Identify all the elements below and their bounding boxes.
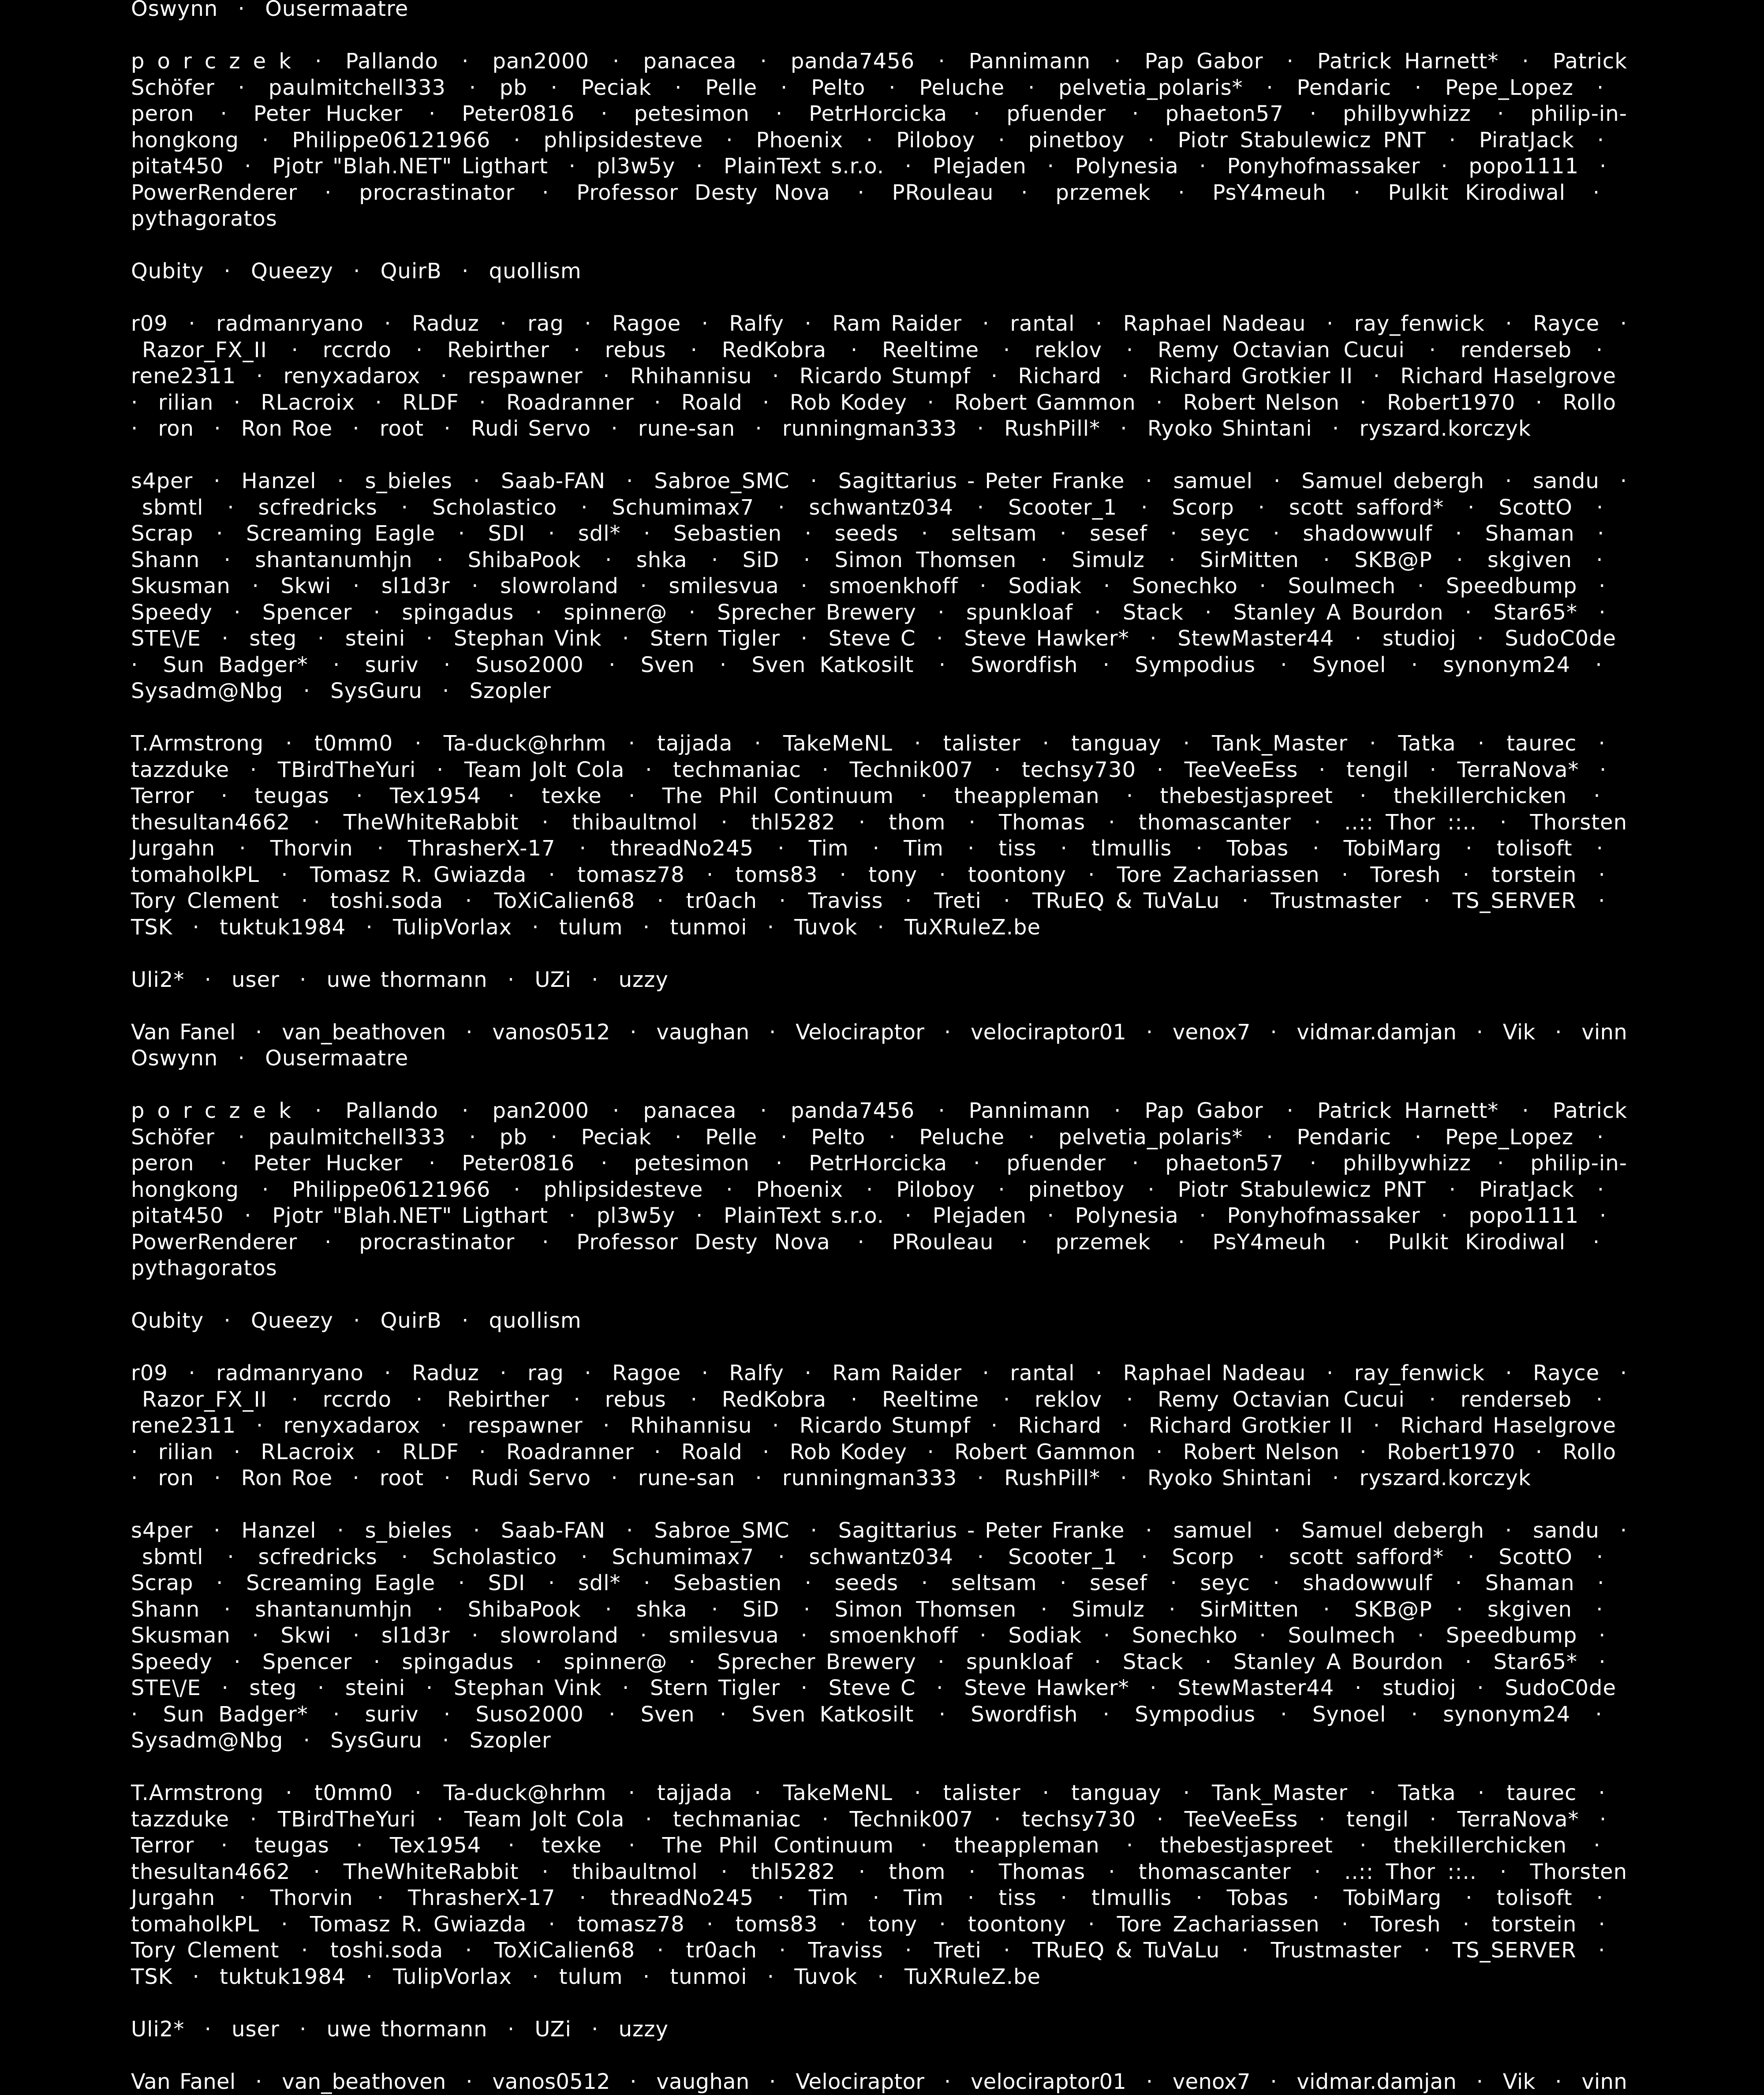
credits-group-r: r09 · radmanryano · Raduz · rag · Ragoe · Ralfy · Ram Raider · rantal · Raphael Nadeau · ray_fenwick · Rayce · Razor_FX_II · rccrdo · Rebirther · rebus · RedKobra · Reeltime · reklov · Remy Octavian Cucui · renderseb · rene2311 · renyxadarox · respawner · Rhihannisu · Ricardo Stumpf · Richard · Richard Grotkier II · Richard Haselgrove · rilian · RLacroix · RLDF · Roadranner · Roald · Rob Kodey · Robert Gammon · Robert Nelson · Robert1970 · Rollo · ron · Ron Roe · root · Rudi Servo · rune-san · runningman333 · RushPill* · Ryoko Shintani · ryszard.korczyk xyxy=(131,1360,1627,1492)
credits-group-q: Qubity · Queezy · QuirB · quollism xyxy=(131,258,1627,285)
credits-group-r: r09 · radmanryano · Raduz · rag · Ragoe · Ralfy · Ram Raider · rantal · Raphael Nadeau · ray_fenwick · Rayce · Razor_FX_II · rccrdo · Rebirther · rebus · RedKobra · Reeltime · reklov · Remy Octavian Cucui · renderseb · rene2311 · renyxadarox · respawner · Rhihannisu · Ricardo Stumpf · Richard · Richard Grotkier II · Richard Haselgrove · rilian · RLacroix · RLDF · Roadranner · Roald · Rob Kodey · Robert Gammon · Robert Nelson · Robert1970 · Rollo · ron · Ron Roe · root · Rudi Servo · rune-san · runningman333 · RushPill* · Ryoko Shintani · ryszard.korczyk xyxy=(131,311,1627,442)
credits-group-o-tail: Oswynn · Ousermaatre xyxy=(131,1046,1627,1072)
credits-tile-1 xyxy=(131,0,1627,1046)
credits-group-v: Van Fanel · van_beathoven · vanos0512 · vaughan · Velociraptor · velociraptor01 · venox7 · vidmar.damjan · Vik · vinn xyxy=(131,1019,1627,1046)
credits-group-s: s4per · Hanzel · s_bieles · Saab-FAN · Sabroe_SMC · Sagittarius - Peter Franke · samuel · Samuel debergh · sandu · sbmtl · scfredricks · Scholastico · Schumimax7 · schwantz034 · Scooter_1 · Scorp · scott safford* · ScottO · Scrap · Screaming Eagle · SDI · sdl* · Sebastien · seeds · seltsam · sesef · seyc · shadowwulf · Shaman · Shann · shantanumhjn · ShibaPook · shka · SiD · Simon Thomsen · Simulz · SirMitten · SKB@P · skgiven · Skusman · Skwi · sl1d3r · slowroland · smilesvua · smoenkhoff · Sodiak · Sonechko · Soulmech · Speedbump · Speedy · Spencer · spingadus · spinner@ · Sprecher Brewery · spunkloaf · Stack · Stanley A Bourdon · Star65* · STE\/E · steg · steini · Stephan Vink · Stern Tigler · Steve C · Steve Hawker* · StewMaster44 · studioj · SudoC0de · Sun Badger* · suriv · Suso2000 · Sven · Sven Katkosilt · Swordfish · Sympodius · Synoel · synonym24 · Sysadm@Nbg · SysGuru · Szopler xyxy=(131,1518,1627,1754)
credits-group-q: Qubity · Queezy · QuirB · quollism xyxy=(131,1308,1627,1334)
credits-group-t: T.Armstrong · t0mm0 · Ta-duck@hrhm · tajjada · TakeMeNL · talister · tanguay · Tank_Master · Tatka · taurec · tazzduke · TBirdTheYuri · Team Jolt Cola · techmaniac · Technik007 · techsy730 · TeeVeeEss · tengil · TerraNova* · Terror · teugas · Tex1954 · texke · The Phil Continuum · theappleman · thebestjaspreet · thekillerchicken · thesultan4662 · TheWhiteRabbit · thibaultmol · thl5282 · thom · Thomas · thomascanter · ..:: Thor ::.. · Thorsten Jurgahn · Thorvin · ThrasherX-17 · threadNo245 · Tim · Tim · tiss · tlmullis · Tobas · TobiMarg · tolisoft · tomaholkPL · Tomasz R. Gwiazda · tomasz78 · toms83 · tony · toontony · Tore Zachariassen · Toresh · torstein · Tory Clement · toshi.soda · ToXiCalien68 · tr0ach · Traviss · Treti · TRuEQ & TuVaLu · Trustmaster · TS_SERVER · TSK · tuktuk1984 · TulipVorlax · tulum · tunmoi · Tuvok · TuXRuleZ.be xyxy=(131,731,1627,941)
credits-group-p: p o r c z e k · Pallando · pan2000 · panacea · panda7456 · Pannimann · Pap Gabor · Patrick Harnett* · Patrick Schöfer · paulmitchell333 · pb · Peciak · Pelle · Pelto · Peluche · pelvetia_polaris* · Pendaric · Pepe_Lopez · peron · Peter Hucker · Peter0816 · petesimon · PetrHorcicka · pfuender · phaeton57 · philbywhizz · philip-in-hongkong · Philippe06121966 · phlipsidesteve · Phoenix · Piloboy · pinetboy · Piotr Stabulewicz PNT · PiratJack · pitat450 · Pjotr "Blah.NET" Ligthart · pl3w5y · PlainText s.r.o. · Plejaden · Polynesia · Ponyhofmassaker · popo1111 · PowerRenderer · procrastinator · Professor Desty Nova · PRouleau · przemek · PsY4meuh · Pulkit Kirodiwal · pythagoratos xyxy=(131,1098,1627,1282)
credits-group-o-tail: Oswynn · Ousermaatre xyxy=(131,0,1627,22)
credits-group-p: p o r c z e k · Pallando · pan2000 · panacea · panda7456 · Pannimann · Pap Gabor · Patrick Harnett* · Patrick Schöfer · paulmitchell333 · pb · Peciak · Pelle · Pelto · Peluche · pelvetia_polaris* · Pendaric · Pepe_Lopez · peron · Peter Hucker · Peter0816 · petesimon · PetrHorcicka · pfuender · phaeton57 · philbywhizz · philip-in-hongkong · Philippe06121966 · phlipsidesteve · Phoenix · Piloboy · pinetboy · Piotr Stabulewicz PNT · PiratJack · pitat450 · Pjotr "Blah.NET" Ligthart · pl3w5y · PlainText s.r.o. · Plejaden · Polynesia · Ponyhofmassaker · popo1111 · PowerRenderer · procrastinator · Professor Desty Nova · PRouleau · przemek · PsY4meuh · Pulkit Kirodiwal · pythagoratos xyxy=(131,49,1627,232)
credits-group-t: T.Armstrong · t0mm0 · Ta-duck@hrhm · tajjada · TakeMeNL · talister · tanguay · Tank_Master · Tatka · taurec · tazzduke · TBirdTheYuri · Team Jolt Cola · techmaniac · Technik007 · techsy730 · TeeVeeEss · tengil · TerraNova* · Terror · teugas · Tex1954 · texke · The Phil Continuum · theappleman · thebestjaspreet · thekillerchicken · thesultan4662 · TheWhiteRabbit · thibaultmol · thl5282 · thom · Thomas · thomascanter · ..:: Thor ::.. · Thorsten Jurgahn · Thorvin · ThrasherX-17 · threadNo245 · Tim · Tim · tiss · tlmullis · Tobas · TobiMarg · tolisoft · tomaholkPL · Tomasz R. Gwiazda · tomasz78 · toms83 · tony · toontony · Tore Zachariassen · Toresh · torstein · Tory Clement · toshi.soda · ToXiCalien68 · tr0ach · Traviss · Treti · TRuEQ & TuVaLu · Trustmaster · TS_SERVER · TSK · tuktuk1984 · TulipVorlax · tulum · tunmoi · Tuvok · TuXRuleZ.be xyxy=(131,1780,1627,1990)
credits-group-u: Uli2* · user · uwe thormann · UZi · uzzy xyxy=(131,967,1627,993)
credits-group-u: Uli2* · user · uwe thormann · UZi · uzzy xyxy=(131,2017,1627,2043)
credits-group-v: Van Fanel · van_beathoven · vanos0512 · vaughan · Velociraptor · velociraptor01 · venox7 · vidmar.damjan · Vik · vinn xyxy=(131,2069,1627,2095)
credits-tile-2 xyxy=(131,1046,1627,2095)
credits-group-s: s4per · Hanzel · s_bieles · Saab-FAN · Sabroe_SMC · Sagittarius - Peter Franke · samuel · Samuel debergh · sandu · sbmtl · scfredricks · Scholastico · Schumimax7 · schwantz034 · Scooter_1 · Scorp · scott safford* · ScottO · Scrap · Screaming Eagle · SDI · sdl* · Sebastien · seeds · seltsam · sesef · seyc · shadowwulf · Shaman · Shann · shantanumhjn · ShibaPook · shka · SiD · Simon Thomsen · Simulz · SirMitten · SKB@P · skgiven · Skusman · Skwi · sl1d3r · slowroland · smilesvua · smoenkhoff · Sodiak · Sonechko · Soulmech · Speedbump · Speedy · Spencer · spingadus · spinner@ · Sprecher Brewery · spunkloaf · Stack · Stanley A Bourdon · Star65* · STE\/E · steg · steini · Stephan Vink · Stern Tigler · Steve C · Steve Hawker* · StewMaster44 · studioj · SudoC0de · Sun Badger* · suriv · Suso2000 · Sven · Sven Katkosilt · Swordfish · Sympodius · Synoel · synonym24 · Sysadm@Nbg · SysGuru · Szopler xyxy=(131,468,1627,705)
